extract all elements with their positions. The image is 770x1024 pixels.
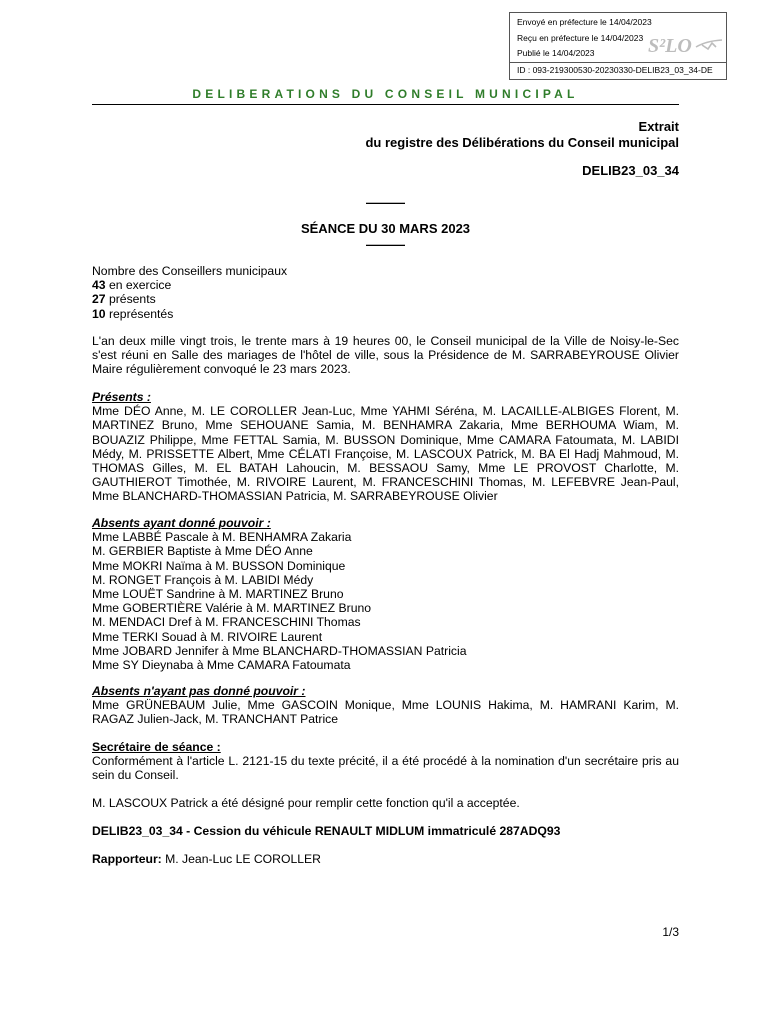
proxy-item: Mme JOBARD Jennifer à Mme BLANCHARD-THOMASSIAN Patricia [92,643,467,658]
prefecture-stamp [509,12,727,80]
secretaire-designation: M. LASCOUX Patrick a été désigné pour remplir cette fonction qu'il a acceptée. [92,796,520,810]
absents-sans-pouvoir-section [92,684,679,727]
proxy-item: Mme TERKI Souad à M. RIVOIRE Laurent [92,629,323,644]
rapporteur-name: M. Jean-Luc LE COROLLER [161,852,321,866]
absents-sans-title: Absents n'ayant pas donné pouvoir : [92,684,306,698]
count-represented-label: représentés [105,306,174,321]
rapporteur-label: Rapporteur: [92,852,162,866]
extract-subtitle: du registre des Délibérations du Conseil municipal [365,135,679,150]
count-presents [92,292,679,306]
proxy-item: Mme LABBÉ Pascale à M. BENHAMRA Zakaria [92,530,352,545]
absents-pouvoir-title: Absents ayant donné pouvoir : [92,516,271,530]
stamp-sent: Envoyé en préfecture le 14/04/2023 [517,17,652,27]
proxy-item: Mme GOBERTIÈRE Valérie à M. MARTINEZ Bruno [92,601,372,616]
count-exercice-number: 43 [92,278,106,293]
s2lo-logo-icon [646,31,724,59]
stamp-received: Reçu en préfecture le 14/04/2023 [517,32,644,43]
deliberation-title: DELIB23_03_34 - Cession du véhicule RENAULT MIDLUM immatriculé 287ADQ93 [92,824,561,838]
proxy-item: M. RONGET François à M. LABIDI Médy [92,572,314,587]
header-divider [92,104,679,105]
count-presents-number: 27 [92,292,106,307]
presents-list: Mme DÉO Anne, M. LE COROLLER Jean-Luc, Mme YAHMI Séréna, M. LACAILLE-ALBIGES Florent, M. MARTINEZ Bruno, Mme SEHOUANE Samia, M. BENHAMRA Zakaria, Mme BERHOUMA Wiam, M. BOUAZIZ Philippe, Mme FETTAL Samia, M. BUSSON Dominique, Mme CAMARA Fatoumata, M. LABIDI Médy, M. PRISSETTE Albert, Mme CÉLATI Françoise, M. LASCOUX Patrick, M. BA El Hadj Mahmoud, M. THOMAS Gilles, M. EL BATAH Lahoucin, M. BESSAOU Samy, Mme LE PROVOST Charlotte, M. GAUTHIEROT Timothée, M. RIVOIRE Laurent, M. FRANCESCHINI Thomas, M. LEFEBVRE Jean-Paul, Mme BLANCHARD-THOMASSIAN Patricia, M. SARRABEYROUSE Olivier [92,404,679,504]
secretaire-text: Conformément à l'article L. 2121-15 du texte précité, il a été procédé à la nomination d'un secrétaire pris au sein du Conseil. [92,754,679,783]
document-header-title: DELIBERATIONS DU CONSEIL MUNICIPAL [192,87,579,101]
count-represented-number: 10 [92,306,106,321]
absents-sans-list: Mme GRÜNEBAUM Julie, Mme GASCOIN Monique, Mme LOUNIS Hakima, M. HAMRANI Karim, M. RAGAZ Julien-Jack, M. TRANCHANT Patrice [92,698,679,727]
stamp-id: ID : 093-219300530-20230330-DELIB23_03_34-DE [510,62,726,79]
seance-dash-top: ——— [366,195,405,210]
absents-pouvoir-section [92,516,679,672]
proxy-item: M. GERBIER Baptiste à Mme DÉO Anne [92,544,313,559]
stamp-published: Publié le 14/04/2023 [517,48,595,58]
page-number: 1/3 [662,925,679,939]
counts-label: Nombre des Conseillers municipaux [92,264,288,278]
presents-title: Présents : [92,390,151,404]
intro-paragraph: L'an deux mille vingt trois, le trente mars à 19 heures 00, le Conseil municipal de la Ville de Noisy-le-Sec s'est réuni en Salle des mariages de l'hôtel de ville, sous la Présidence de M. SARRABEYROUSE Olivier Maire régulièrement convoqué le 23 mars 2023. [92,334,679,377]
secretaire-title: Secrétaire de séance : [92,740,221,754]
extract-title: Extrait [638,119,679,134]
deliberation-reference: DELIB23_03_34 [582,163,679,178]
secretaire-section [92,740,679,783]
proxy-item: Mme LOUËT Sandrine à M. MARTINEZ Bruno [92,587,344,602]
count-presents-label: présents [105,292,156,307]
count-exercice [92,278,679,292]
seance-dash-bottom: ——— [366,237,405,252]
seance-title: SÉANCE DU 30 MARS 2023 [300,221,471,236]
svg-text:S²LO: S²LO [648,35,692,57]
proxy-item: Mme MOKRI Naïma à M. BUSSON Dominique [92,558,346,573]
proxy-item: M. MENDACI Dref à M. FRANCESCHINI Thomas [92,615,361,630]
count-represented [92,307,679,321]
presents-section [92,390,679,504]
proxy-item: Mme SY Dieynaba à Mme CAMARA Fatoumata [92,658,351,673]
council-counts [92,264,679,321]
rapporteur [92,852,679,866]
count-exercice-label: en exercice [105,278,172,293]
